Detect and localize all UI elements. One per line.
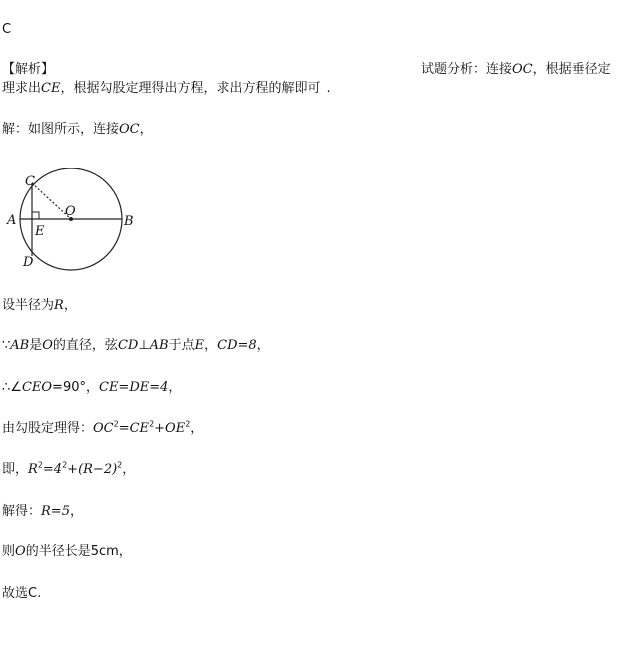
text: ， (85, 380, 99, 395)
right-angle-mark (32, 212, 39, 219)
text: 则 (2, 544, 16, 559)
label-b: B (124, 214, 134, 229)
text: ∠ (10, 380, 22, 395)
math-var: R (28, 462, 38, 477)
label-c: C (25, 174, 35, 189)
math-var: O (15, 544, 26, 559)
text: ， (190, 421, 204, 436)
text: ， (139, 122, 153, 137)
answer-letter: C (2, 22, 12, 37)
solution-line-2 (2, 297, 77, 315)
math-var: E (194, 338, 205, 353)
math-var: R (54, 298, 64, 313)
text: 理求出 (2, 81, 42, 96)
text: . (37, 586, 42, 601)
analysis-header: 【解析】 (2, 62, 55, 77)
math-var: OC (93, 421, 114, 436)
text: 由勾股定理得： (2, 421, 94, 436)
text: ， (168, 380, 182, 395)
text: 是 (29, 338, 43, 353)
exponent: 2 (37, 460, 43, 470)
text: 即， (2, 462, 29, 477)
text: 的半径长是 (25, 544, 91, 559)
exponent: 2 (62, 460, 68, 470)
text: 于点 (168, 338, 195, 353)
text: 解：如图所示，连接 (2, 122, 120, 137)
solution-line-5 (2, 420, 203, 438)
text: ， (118, 544, 132, 559)
text: =90° (52, 380, 86, 395)
text: . (326, 81, 331, 96)
math-var: O (42, 338, 53, 353)
text: ， (69, 504, 83, 519)
label-a: A (7, 213, 17, 228)
math-var: OC (512, 62, 533, 77)
text: ⊥ (138, 338, 150, 353)
exponent: 2 (117, 460, 123, 470)
solution-line-6 (2, 461, 135, 479)
label-o: O (65, 204, 76, 219)
math-expr: +OE (154, 421, 186, 436)
math-expr: +(R−2) (67, 462, 118, 477)
analysis-line-2 (2, 80, 331, 98)
solution-line-1 (2, 121, 153, 139)
circle-diagram (0, 168, 145, 278)
solution-line-4 (2, 379, 181, 397)
math-var: OC (119, 122, 140, 137)
math-var: AB (149, 338, 169, 353)
exponent: 2 (113, 419, 119, 429)
math-expr: CE=DE=4 (99, 380, 169, 395)
analysis-line-1 (421, 61, 611, 79)
text: ， (63, 298, 77, 313)
text: ， (204, 338, 218, 353)
math-expr: =CE (118, 421, 150, 436)
solution-line-9 (2, 585, 41, 603)
math-expr: R=5 (41, 504, 70, 519)
text: ∴ (2, 380, 11, 395)
math-var: CD (117, 338, 139, 353)
text: 故选 (2, 586, 29, 601)
text: ∵ (2, 338, 11, 353)
math-var: CEO (21, 380, 53, 395)
text: ，根据勾股定理得出方程，求出方程的解即可 (60, 81, 321, 96)
text: ，根据垂径定 (532, 62, 611, 77)
text: 设半径为 (2, 298, 55, 313)
math-expr: CD=8 (217, 338, 257, 353)
solution-line-7 (2, 503, 83, 521)
math-var: CE (41, 81, 61, 96)
solution-line-3 (2, 337, 270, 355)
solution-line-8 (2, 543, 132, 561)
label-e: E (35, 224, 45, 239)
text: 试题分析：连接 (421, 62, 513, 77)
text: 的直径，弦 (52, 338, 118, 353)
exponent: 2 (149, 419, 155, 429)
text: ， (256, 338, 270, 353)
label-d: D (23, 255, 34, 270)
exponent: 2 (185, 419, 191, 429)
text: ， (122, 462, 136, 477)
text: 5cm (90, 544, 119, 559)
answer-choice: C (28, 586, 38, 601)
math-expr: =4 (42, 462, 63, 477)
text: 解得： (2, 504, 42, 519)
math-var: AB (10, 338, 30, 353)
